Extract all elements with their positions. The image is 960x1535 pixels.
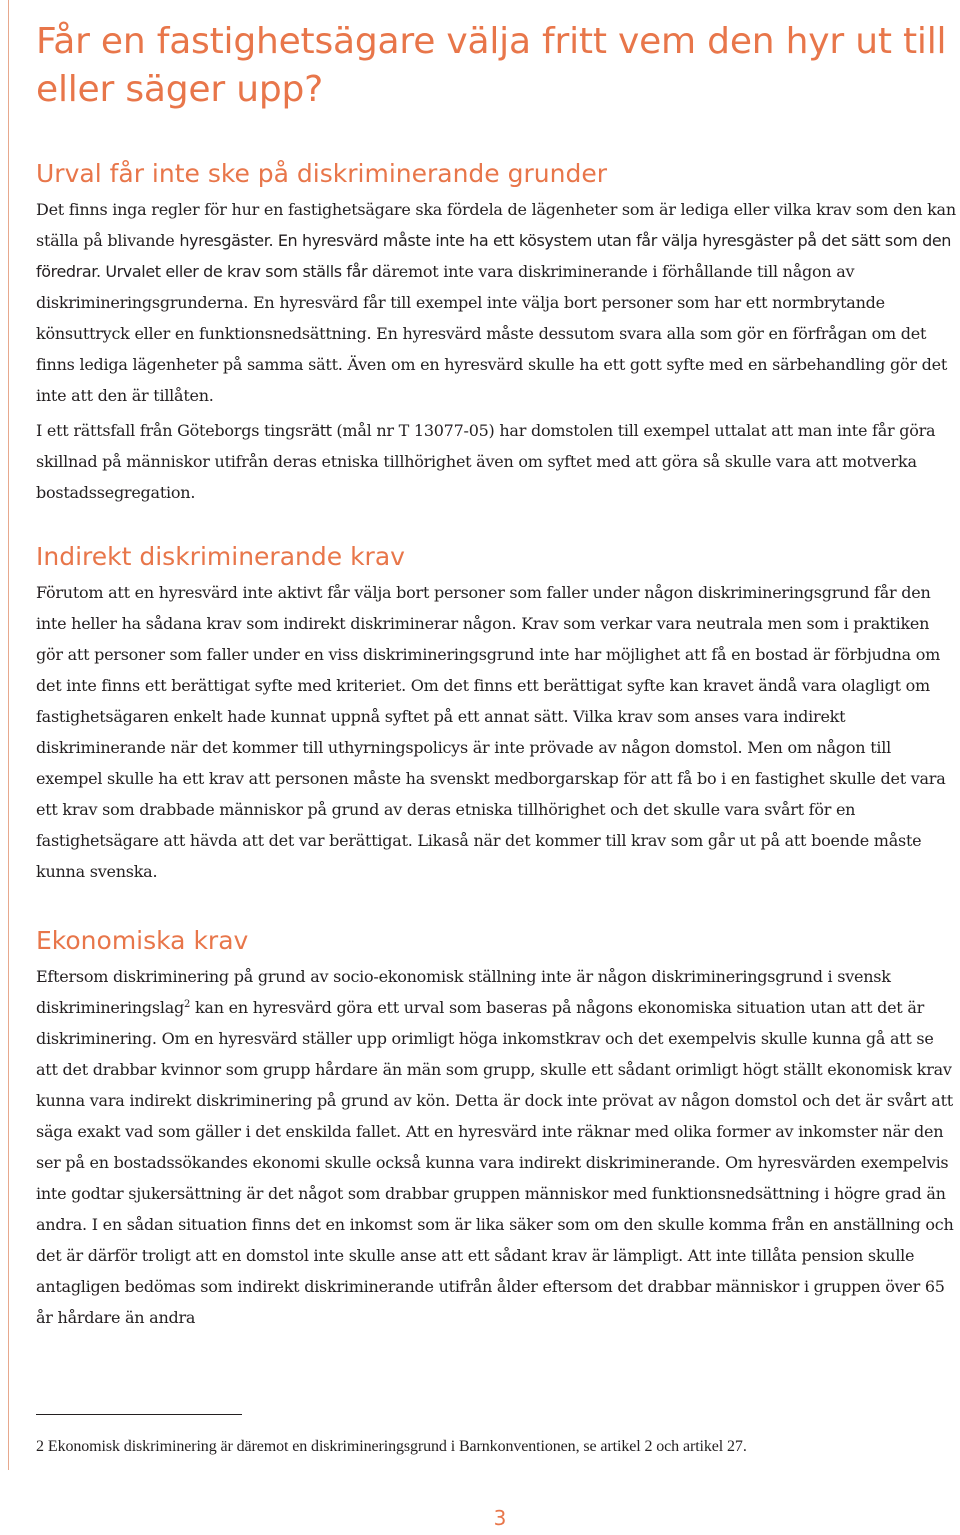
text-run: I ett rättsfall från Göteborgs tingsr — [36, 421, 311, 440]
footnote-number: 2 — [36, 1438, 44, 1455]
text-run-sans: ätt — [310, 421, 332, 440]
text-run: Eftersom diskriminering på grund av socio-ekonomisk ställning inte är någon diskrimineringsgrund i svensk diskrimineringslag — [36, 967, 891, 1017]
page-title: Får en fastighetsägare välja fritt vem den hyr ut till eller säger upp? — [36, 21, 947, 110]
section-heading-indirekt: Indirekt diskriminerande krav — [36, 542, 405, 571]
page-number: 3 — [493, 1506, 507, 1530]
paragraph-ekonomiska — [36, 961, 958, 1333]
page-content — [36, 18, 958, 1333]
paragraph-indirekt: Förutom att en hyresvärd inte aktivt får välja bort personer som faller under någon diskrimineringsgrund får den inte heller ha sådana krav som indirekt diskriminerar någon. Krav som verkar vara neutrala men som i praktiken gör att personer som faller under en viss diskrimineringsgrund inte har möjlighet att få en bostad är förbjudna om det inte finns ett berättigat syfte med kriteriet. Om det finns ett berättigat syfte kan kravet ändå vara olagligt om fastighetsägaren enkelt hade kunnat uppnå syftet på ett annat sätt. Vilka krav som anses vara indirekt diskriminerande när det kommer till uthyrningspolicys är inte prövade av någon domstol. Men om någon till exempel skulle ha ett krav att personen måste ha svenskt medborgarskap för att få bo i en fastighet skulle det vara ett krav som drabbade människor på grund av deras etniska tillhörighet och det skulle vara svårt för en fastighetsägare att hävda att det var berättigat. Likaså när det kommer till krav som går ut på att boende måste kunna svenska. — [36, 583, 946, 881]
section-heading-ekonomiska: Ekonomiska krav — [36, 926, 249, 955]
paragraph-urval-1 — [36, 194, 958, 411]
text-run: däremot inte vara diskriminerande i förhållande till någon av diskrimineringsgrunderna. — [36, 262, 855, 312]
footnote-separator — [36, 1414, 242, 1415]
footnote-text: Ekonomisk diskriminering är däremot en diskrimineringsgrund i Barnkonventionen, se artikel 2 och artikel 27. — [47, 1438, 747, 1455]
footnote-reference[interactable]: 2 — [184, 999, 191, 1010]
text-run: Det finns inga regler för hur en fastighetsägare ska fördela de lägenheter som är lediga eller vilka krav som den kan ställa på blivande — [36, 200, 956, 250]
section-heading-urval: Urval får inte ske på diskriminerande grunder — [36, 159, 607, 188]
footnote — [36, 1436, 960, 1458]
text-run-sans: hyresgäster. En hyresvärd måste inte ha ett kösystem utan får välja hyresgäster på det sätt som den föredrar. Urvalet eller de krav som ställs får — [36, 231, 952, 281]
text-run: kan en hyresvärd göra ett urval som baseras på någons ekonomiska situation utan att det är diskriminering. Om en hyresvärd ställer upp orimligt höga inkomstkrav och det exempelvis skulle kunna gå att se att det drabbar kvinnor som grupp hårdare än män som grupp, skulle ett sådant orimligt högt ställt ekonomisk krav kunna vara indirekt diskriminering på grund av kön. Detta är dock inte prövat av någon domstol och det är svårt att säga exakt vad som gäller i det enskilda fallet. Att en hyresvärd inte räknar med olika former av inkomster när den ser på en bostadssökandes ekonomi skulle också kunna vara indirekt diskriminerande. Om hyresvärden exempelvis inte godtar sjukersättning är det något som drabbar gruppen människor med funktionsnedsättning i högre grad än andra. I en sådan situation finns det en inkomst som är lika säker som om den skulle komma från en anställning och det är därför troligt att en domstol inte skulle anse att ett sådant krav är lämpligt. Att inte tillåta pension skulle antagligen bedömas som indirekt diskriminerande utifrån ålder eftersom det drabbar människor i gruppen över 65 år hårdare än andra — [36, 998, 954, 1327]
margin-rule — [8, 0, 9, 1470]
text-run: En hyresvärd får till exempel inte välja bort personer som har ett normbrytande könsuttryck eller en funktionsnedsättning. En hyresvärd måste dessutom svara alla som gör en förfrågan om det finns lediga lägenheter på samma sätt. Även om en hyresvärd skulle ha ett gott syfte med en särbehandling gör det inte att den är tillåten. — [36, 293, 947, 405]
paragraph-urval-2 — [36, 415, 958, 508]
text-run: (mål nr T 13077-05) har domstolen till exempel uttalat att man inte får göra skillnad på människor utifrån deras etniska tillhörighet även om syftet med att göra så skulle vara att motverka bostadssegregation. — [36, 421, 936, 502]
